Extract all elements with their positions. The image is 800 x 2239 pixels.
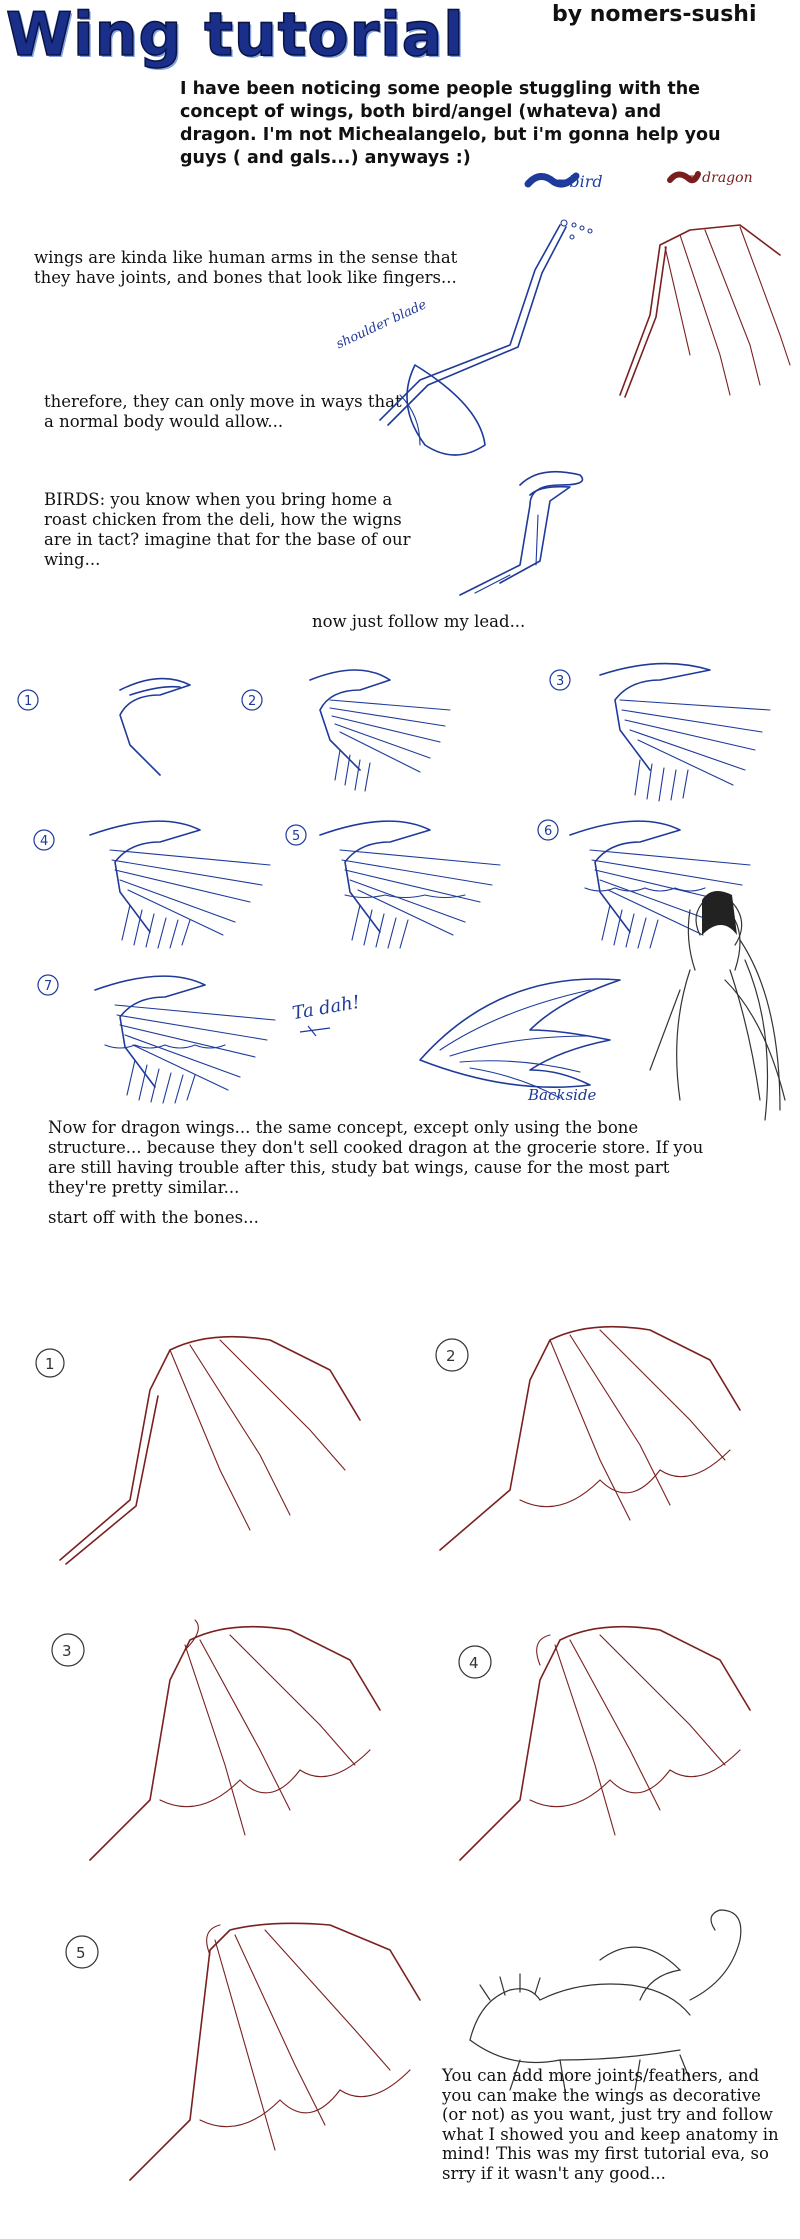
bird-step-4 bbox=[34, 821, 270, 948]
winged-figure-sketch bbox=[650, 891, 785, 1120]
dragon-step-4-number: 4 bbox=[469, 1654, 479, 1672]
bird-step-5 bbox=[286, 821, 500, 948]
dragon-step-1 bbox=[36, 1337, 360, 1564]
dragon-step-3 bbox=[52, 1620, 380, 1860]
chicken-wing-base-sketch bbox=[460, 472, 583, 595]
dragon-intro-text: Now for dragon wings... the same concept, except only using the bone structure... because they don't sell cooked dragon at the grocerie store. If you are still having trouble after this, study bat wings, cause for the most part they're pretty similar... bbox=[48, 1118, 704, 1197]
bird-step-6 bbox=[538, 820, 750, 948]
birds-chicken-text: BIRDS: you know when you bring home a roast chicken from the deli, how the wigns are in tact? imagine that for the base of our wing... bbox=[44, 490, 411, 569]
bird-arm-bones bbox=[380, 220, 592, 425]
dragon-arm-bones bbox=[620, 225, 790, 397]
tadah-label: Ta dah! bbox=[290, 991, 362, 1025]
start-bones-text: start off with the bones... bbox=[48, 1208, 259, 1227]
section1-illustrations bbox=[333, 215, 800, 585]
tadah-underline bbox=[300, 1026, 330, 1036]
step-3-number: 3 bbox=[556, 674, 565, 689]
movement-text: therefore, they can only move in ways that a normal body would allow... bbox=[44, 392, 402, 431]
bird-key-label: =bird bbox=[556, 172, 603, 191]
dragon-step-3-number: 3 bbox=[62, 1642, 72, 1660]
dragon-step-2-number: 2 bbox=[446, 1347, 456, 1365]
dragon-step-1-number: 1 bbox=[45, 1355, 55, 1373]
dragon-step-2 bbox=[436, 1327, 740, 1550]
backside-wing-sketch bbox=[420, 979, 620, 1098]
step-4-number: 4 bbox=[40, 834, 49, 849]
follow-lead-text: now just follow my lead... bbox=[312, 612, 526, 631]
bird-step-7 bbox=[38, 975, 275, 1103]
step-6-number: 6 bbox=[544, 824, 553, 839]
tutorial-title: Wing tutorial bbox=[6, 0, 465, 70]
figure-hair bbox=[702, 891, 737, 935]
dragon-step-5 bbox=[66, 1923, 420, 2180]
author-byline: by nomers-sushi bbox=[552, 2, 757, 27]
dragon-step-5-number: 5 bbox=[76, 1944, 86, 1962]
dragon-figure-sketch bbox=[470, 1910, 741, 2090]
dragon-key-label: = dragon bbox=[686, 170, 753, 186]
dragon-step-4 bbox=[459, 1627, 750, 1860]
step-5-number: 5 bbox=[292, 829, 301, 844]
bird-steps-panel bbox=[0, 660, 800, 1130]
intro-text: I have been noticing some people stuggling with the concept of wings, both bird/angel (whateva) and dragon. I'm not Michealangelo, but i'm gonna help you guys ( and gals...) anyways :) bbox=[180, 79, 721, 168]
step-7-number: 7 bbox=[44, 979, 53, 994]
bird-step-2 bbox=[242, 670, 450, 791]
shoulder-blade-label: shoulder blade bbox=[333, 297, 430, 353]
bird-step-3 bbox=[550, 664, 770, 801]
bird-step-1 bbox=[18, 679, 190, 775]
arms-analogy-text: wings are kinda like human arms in the sense that they have joints, and bones that look like fingers... bbox=[34, 248, 458, 287]
step-1-number: 1 bbox=[24, 694, 33, 709]
closing-text: You can add more joints/feathers, and you can make the wings as decorative (or not) as you want, just try and follow what I showed you and keep anatomy in mind! This was my first tutorial eva, so srry if it wasn't any good... bbox=[442, 2066, 779, 2183]
backside-label: Backside bbox=[528, 1086, 597, 1104]
step-2-number: 2 bbox=[248, 694, 257, 709]
